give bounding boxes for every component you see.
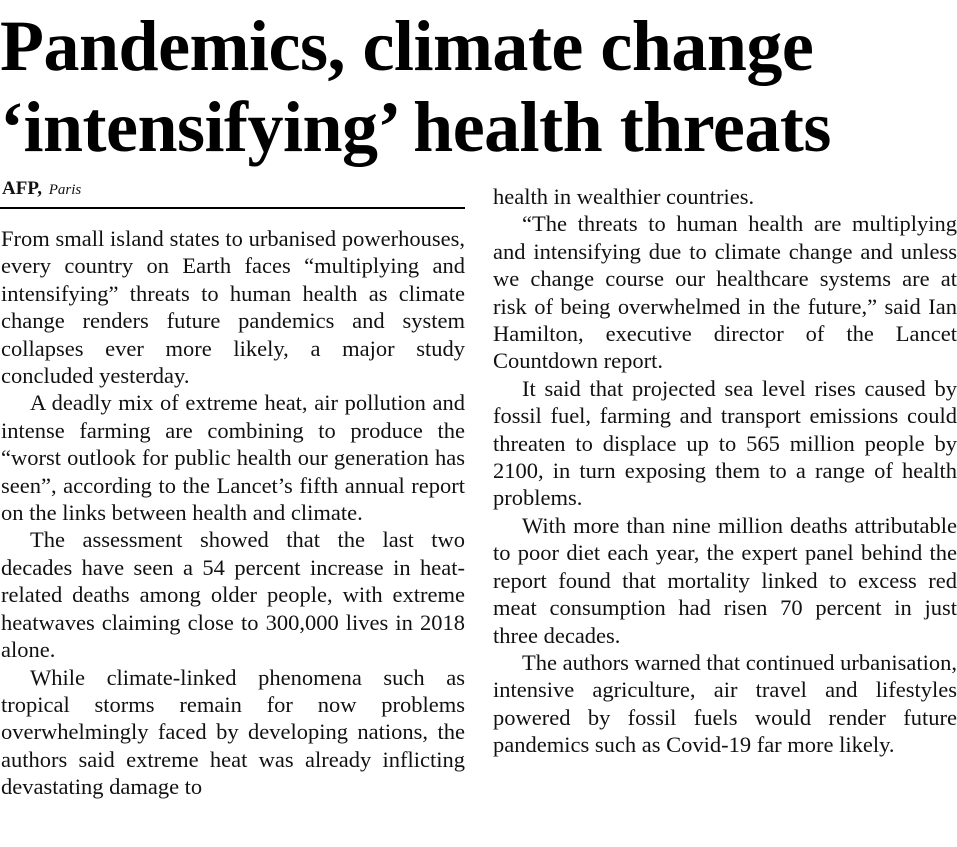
paragraph: With more than nine million deaths attributable to poor diet each year, the expert panel behind the report found that mortality linked to excess red meat consumption had risen 70 percent in just three decades. bbox=[493, 512, 957, 648]
headline-line-1: Pandemics, climate change bbox=[0, 6, 814, 86]
article-column-left bbox=[1, 225, 465, 801]
byline-place: Paris bbox=[48, 182, 82, 198]
paragraph: A deadly mix of extreme heat, air pollution and intense farming are combining to produce the “worst outlook for public health our generation has seen”, according to the Lancet’s fifth annual report on the links between health and climate. bbox=[1, 390, 465, 526]
paragraph: From small island states to urbanised powerhouses, every country on Earth faces “multiplying and intensifying” threats to human health as climate change renders future pandemics and system collapses ever more likely, a major study concluded yesterday. bbox=[1, 226, 465, 389]
paragraph: The assessment showed that the last two decades have seen a 54 percent increase in heat-related deaths among older people, with extreme heatwaves claiming close to 300,000 lives in 2018 alone. bbox=[1, 527, 465, 663]
paragraph: It said that projected sea level rises caused by fossil fuel, farming and transport emissions could threaten to displace up to 565 million people by 2100, in turn exposing them to a range of health problems. bbox=[493, 375, 957, 511]
byline-divider bbox=[0, 207, 465, 209]
paragraph-continued: health in wealthier countries. bbox=[493, 184, 755, 209]
byline-agency: AFP, bbox=[2, 178, 42, 199]
paragraph: “The threats to human health are multiplying and intensifying due to climate change and unless we change course our healthcare systems are at risk of being overwhelmed in the future,” said Ian Hamilton, executive director of the Lancet Countdown report. bbox=[493, 211, 957, 374]
byline bbox=[2, 177, 81, 202]
paragraph: While climate-linked phenomena such as tropical storms remain for now problems overwhelmingly faced by developing nations, the authors said extreme heat was already inflicting devastating damage to bbox=[1, 664, 465, 800]
headline bbox=[0, 6, 957, 168]
headline-line-2: ‘intensifying’ health threats bbox=[0, 87, 831, 167]
article-column-right bbox=[493, 183, 957, 759]
paragraph: The authors warned that continued urbanisation, intensive agriculture, air travel and lifestyles powered by fossil fuels would render future pandemics such as Covid-19 far more likely. bbox=[493, 649, 957, 758]
